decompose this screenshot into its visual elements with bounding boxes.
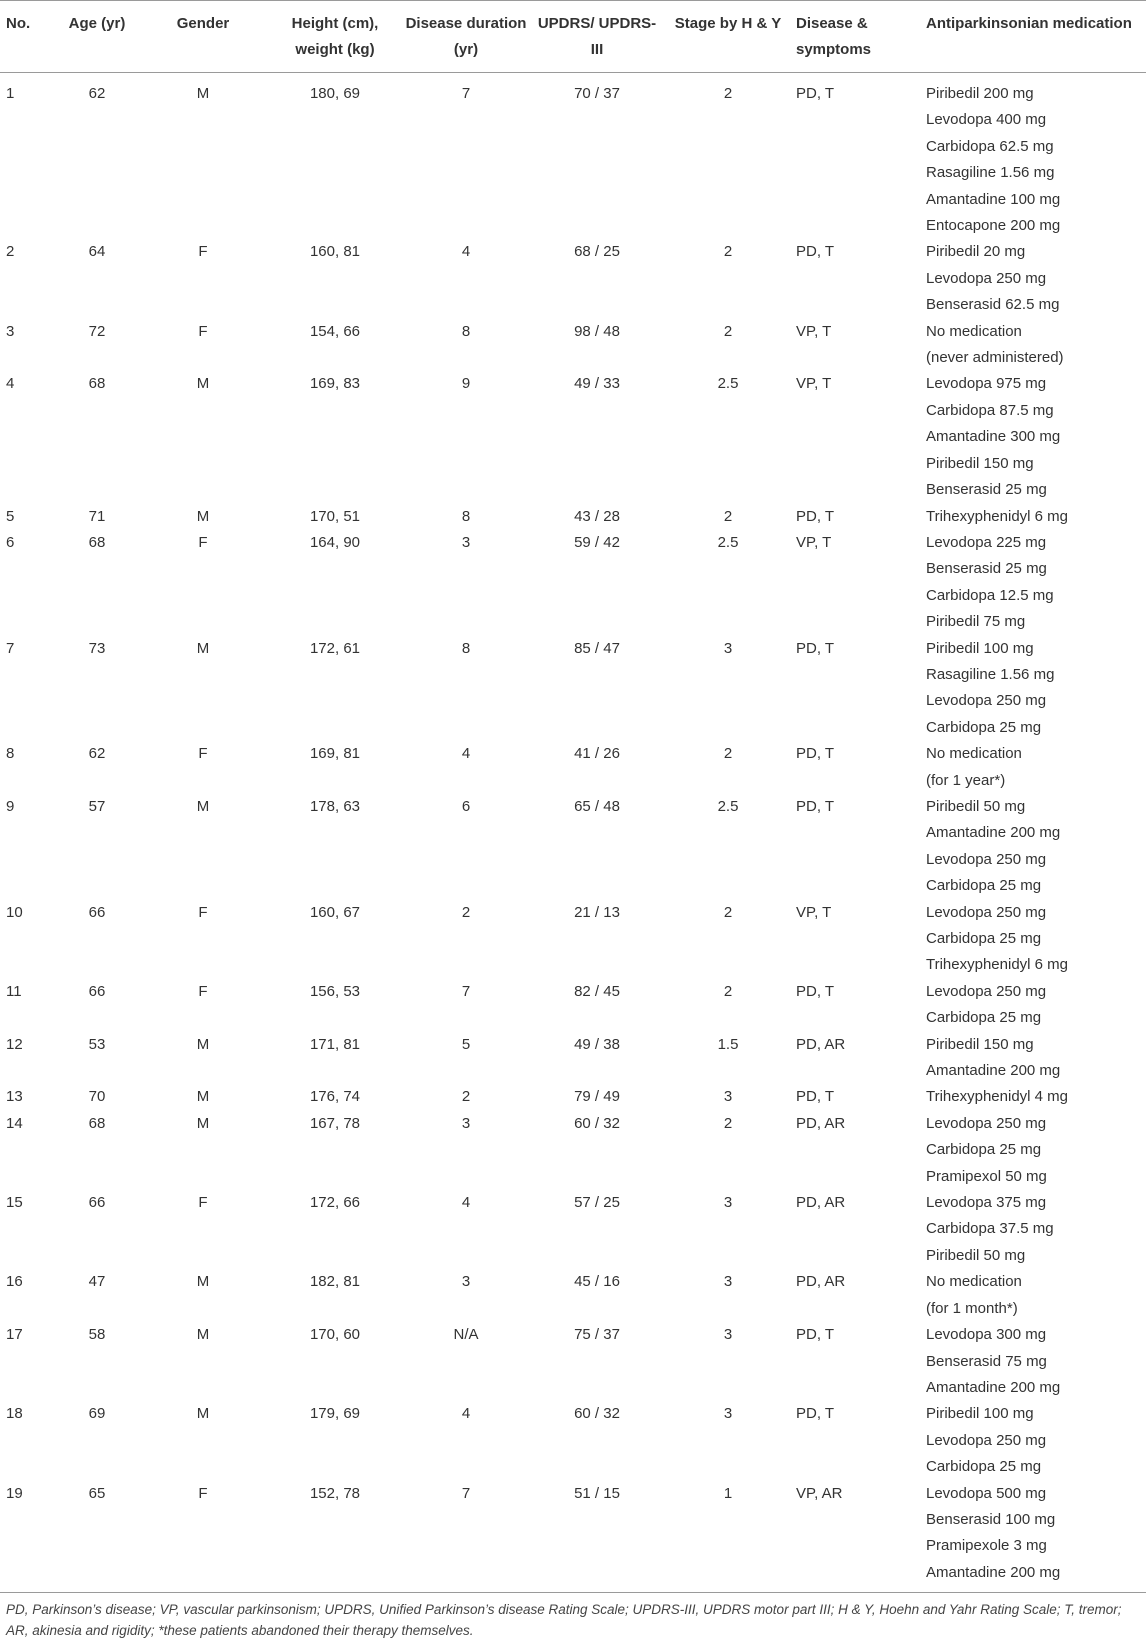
cell-medication: [926, 741, 1146, 794]
cell-no: 15: [6, 1194, 23, 1212]
medication-item: Levodopa 225 mg: [926, 533, 1047, 551]
cell-disease-symptoms: PD, T: [796, 243, 835, 261]
cell-medication: [926, 1111, 1146, 1190]
medication-item: Levodopa 250 mg: [926, 1114, 1047, 1132]
cell-disease-symptoms: PD, T: [796, 507, 835, 525]
medication-item: Carbidopa 25 mg: [926, 1141, 1042, 1159]
medication-item: Benserasid 25 mg: [926, 560, 1047, 578]
medication-item: Carbidopa 25 mg: [926, 718, 1042, 736]
cell-height-weight: 167, 78: [309, 1114, 361, 1132]
cell-medication: [926, 900, 1146, 979]
cell-medication: [926, 1322, 1146, 1401]
cell-no: 13: [6, 1088, 23, 1106]
cell-medication: [926, 530, 1146, 636]
cell-stage: 3: [723, 1326, 733, 1344]
medication-item: Levodopa 250 mg: [926, 269, 1047, 287]
cell-age: 66: [88, 982, 106, 1000]
header-stage: Stage by H & Y: [660, 1, 796, 73]
table-body: [0, 73, 1146, 1593]
cell-height-weight: 169, 83: [309, 375, 361, 393]
cell-age: 73: [88, 639, 106, 657]
table-footnote: PD, Parkinson’s disease; VP, vascular parkinsonism; UPDRS, Unified Parkinson’s disease Rating Scale; UPDRS-III, UPDRS motor part III; H & Y, Hoehn and Yahr Rating Scale; T, tremor; AR, akinesia and rigidity; *these patients abandoned their therapy themselves.: [0, 1593, 1146, 1642]
cell-disease-duration: 4: [461, 745, 471, 763]
cell-disease-symptoms: VP, T: [796, 375, 832, 393]
cell-no: 4: [6, 375, 15, 393]
cell-medication: [926, 979, 1146, 1032]
cell-disease-duration: 8: [461, 322, 471, 340]
cell-no: 2: [6, 243, 15, 261]
cell-disease-duration: 6: [461, 797, 471, 815]
cell-disease-symptoms: PD, AR: [796, 1194, 846, 1212]
medication-item: Levodopa 300 mg: [926, 1326, 1047, 1344]
cell-updrs: 49 / 33: [574, 375, 620, 393]
cell-no: 7: [6, 639, 15, 657]
medication-item: Amantadine 300 mg: [926, 428, 1061, 446]
medication-item: No medication: [926, 1273, 1022, 1291]
medication-item: Piribedil 20 mg: [926, 243, 1026, 261]
medication-item: Carbidopa 12.5 mg: [926, 586, 1054, 604]
medication-item: Piribedil 50 mg: [926, 1246, 1026, 1264]
medication-item: Piribedil 100 mg: [926, 1405, 1034, 1423]
header-medication: Antiparkinsonian medication: [926, 1, 1146, 73]
cell-disease-symptoms: PD, T: [796, 1405, 835, 1423]
cell-height-weight: 154, 66: [309, 322, 361, 340]
cell-stage: 2: [723, 982, 733, 1000]
table-row: [0, 741, 1146, 794]
cell-stage: 1: [723, 1484, 733, 1502]
cell-disease-symptoms: VP, T: [796, 533, 832, 551]
medication-item: Carbidopa 87.5 mg: [926, 401, 1054, 419]
cell-height-weight: 170, 51: [309, 507, 361, 525]
medication-item: Levodopa 400 mg: [926, 111, 1047, 129]
cell-gender: F: [198, 322, 208, 340]
medication-item: (never administered): [926, 349, 1064, 367]
cell-no: 18: [6, 1405, 23, 1423]
cell-height-weight: 176, 74: [309, 1088, 361, 1106]
header-updrs: UPDRS/ UPDRS-III: [534, 1, 660, 73]
header-height-weight: Height (cm), weight (kg): [272, 1, 398, 73]
cell-updrs: 98 / 48: [574, 322, 620, 340]
cell-medication: [926, 1084, 1146, 1110]
cell-disease-duration: 7: [461, 85, 471, 102]
cell-disease-duration: 4: [461, 1194, 471, 1212]
cell-stage: 2.5: [717, 797, 739, 815]
cell-no: 5: [6, 507, 15, 525]
cell-no: 19: [6, 1484, 23, 1502]
cell-disease-symptoms: PD, T: [796, 745, 835, 763]
cell-age: 70: [88, 1088, 106, 1106]
medication-item: Trihexyphenidyl 6 mg: [926, 507, 1069, 525]
medication-item: Rasagiline 1.56 mg: [926, 164, 1055, 182]
cell-age: 66: [88, 903, 106, 921]
cell-disease-duration: 2: [461, 903, 471, 921]
cell-disease-duration: 3: [461, 1273, 471, 1291]
cell-stage: 3: [723, 639, 733, 657]
cell-gender: M: [196, 1405, 210, 1423]
medication-item: Amantadine 200 mg: [926, 1563, 1061, 1581]
cell-stage: 3: [723, 1194, 733, 1212]
table-row: [0, 1401, 1146, 1480]
table-row: [0, 979, 1146, 1032]
cell-no: 17: [6, 1326, 23, 1344]
header-disease-duration: Disease duration (yr): [398, 1, 534, 73]
cell-disease-symptoms: PD, AR: [796, 1114, 846, 1132]
medication-item: Carbidopa 25 mg: [926, 1458, 1042, 1476]
cell-updrs: 79 / 49: [574, 1088, 620, 1106]
medication-item: Trihexyphenidyl 6 mg: [926, 956, 1069, 974]
cell-gender: F: [198, 745, 208, 763]
cell-updrs: 41 / 26: [574, 745, 620, 763]
cell-gender: M: [196, 1326, 210, 1344]
cell-age: 64: [88, 243, 106, 261]
cell-height-weight: 179, 69: [309, 1405, 361, 1423]
cell-gender: M: [196, 639, 210, 657]
table-row: [0, 794, 1146, 900]
cell-disease-symptoms: PD, AR: [796, 1035, 846, 1053]
medication-item: Levodopa 250 mg: [926, 692, 1047, 710]
cell-disease-duration: 3: [461, 1114, 471, 1132]
cell-updrs: 60 / 32: [574, 1114, 620, 1132]
cell-medication: [926, 1032, 1146, 1085]
table-row: [0, 636, 1146, 742]
cell-gender: F: [198, 1194, 208, 1212]
cell-stage: 2.5: [717, 375, 739, 393]
cell-age: 68: [88, 375, 106, 393]
medication-item: Carbidopa 62.5 mg: [926, 137, 1054, 155]
cell-disease-duration: 2: [461, 1088, 471, 1106]
cell-gender: F: [198, 1484, 208, 1502]
cell-disease-symptoms: PD, T: [796, 85, 835, 102]
cell-disease-duration: 4: [461, 243, 471, 261]
cell-no: 12: [6, 1035, 23, 1053]
cell-updrs: 51 / 15: [574, 1484, 620, 1502]
medication-item: Levodopa 250 mg: [926, 982, 1047, 1000]
cell-no: 1: [6, 85, 15, 102]
cell-age: 66: [88, 1194, 106, 1212]
table-row: [0, 900, 1146, 979]
table-row: [0, 1322, 1146, 1401]
cell-gender: F: [198, 533, 208, 551]
cell-disease-symptoms: PD, T: [796, 982, 835, 1000]
cell-stage: 2: [723, 903, 733, 921]
cell-gender: M: [196, 797, 210, 815]
cell-updrs: 65 / 48: [574, 797, 620, 815]
table-row: [0, 1084, 1146, 1110]
cell-age: 68: [88, 1114, 106, 1132]
cell-updrs: 43 / 28: [574, 507, 620, 525]
cell-medication: [926, 504, 1146, 530]
header-age: Age (yr): [60, 1, 134, 73]
cell-age: 53: [88, 1035, 106, 1053]
cell-no: 11: [6, 982, 22, 1000]
medication-item: Piribedil 150 mg: [926, 454, 1034, 472]
cell-gender: M: [196, 507, 210, 525]
cell-stage: 2: [723, 1114, 733, 1132]
cell-stage: 2: [723, 322, 733, 340]
cell-disease-duration: 5: [461, 1035, 471, 1053]
medication-item: Benserasid 25 mg: [926, 481, 1047, 499]
cell-stage: 2.5: [717, 533, 739, 551]
cell-height-weight: 169, 81: [309, 745, 361, 763]
medication-item: Carbidopa 25 mg: [926, 1009, 1042, 1027]
cell-gender: M: [196, 1035, 210, 1053]
cell-disease-duration: 8: [461, 507, 471, 525]
cell-updrs: 82 / 45: [574, 982, 620, 1000]
cell-height-weight: 160, 81: [309, 243, 361, 261]
cell-updrs: 60 / 32: [574, 1405, 620, 1423]
cell-stage: 2: [723, 507, 733, 525]
cell-gender: M: [196, 1114, 210, 1132]
cell-age: 62: [88, 85, 106, 102]
table-row: [0, 530, 1146, 636]
cell-stage: 2: [723, 745, 733, 763]
cell-medication: [926, 1190, 1146, 1269]
cell-no: 14: [6, 1114, 23, 1132]
medication-item: Carbidopa 25 mg: [926, 930, 1042, 947]
cell-updrs: 57 / 25: [574, 1194, 620, 1212]
cell-gender: M: [196, 1088, 210, 1106]
cell-gender: M: [196, 375, 210, 393]
cell-height-weight: 171, 81: [309, 1035, 361, 1053]
medication-item: No medication: [926, 745, 1022, 763]
cell-updrs: 68 / 25: [574, 243, 620, 261]
cell-height-weight: 156, 53: [309, 982, 361, 1000]
cell-stage: 3: [723, 1273, 733, 1291]
cell-gender: M: [196, 1273, 210, 1291]
cell-disease-symptoms: PD, T: [796, 639, 835, 657]
table-row: [0, 1111, 1146, 1190]
cell-disease-duration: 7: [461, 982, 471, 1000]
medication-item: Pramipexole 3 mg: [926, 1537, 1047, 1555]
cell-medication: [926, 73, 1146, 240]
table-row: [0, 1269, 1146, 1322]
cell-stage: 3: [723, 1088, 733, 1106]
medication-item: Piribedil 50 mg: [926, 797, 1026, 815]
cell-age: 47: [88, 1273, 106, 1291]
medication-item: Benserasid 100 mg: [926, 1510, 1056, 1528]
cell-height-weight: 182, 81: [309, 1273, 361, 1291]
table-row: [0, 1032, 1146, 1085]
cell-no: 8: [6, 745, 15, 763]
cell-height-weight: 178, 63: [309, 797, 361, 815]
table-row: [0, 239, 1146, 318]
medication-item: Levodopa 250 mg: [926, 1431, 1047, 1449]
medication-item: Trihexyphenidyl 4 mg: [926, 1088, 1069, 1106]
cell-disease-duration: 8: [461, 639, 471, 657]
cell-medication: [926, 239, 1146, 318]
cell-no: 9: [6, 797, 15, 815]
cell-age: 71: [88, 507, 106, 525]
cell-no: 6: [6, 533, 15, 551]
table-footer: [0, 1593, 1146, 1642]
cell-height-weight: 152, 78: [309, 1484, 361, 1502]
medication-item: Amantadine 200 mg: [926, 1378, 1061, 1396]
medication-item: Carbidopa 25 mg: [926, 877, 1042, 895]
cell-no: 16: [6, 1273, 23, 1291]
cell-disease-symptoms: VP, AR: [796, 1484, 843, 1502]
medication-item: Piribedil 200 mg: [926, 85, 1034, 102]
cell-medication: [926, 371, 1146, 503]
cell-medication: [926, 1401, 1146, 1480]
medication-item: Piribedil 150 mg: [926, 1035, 1034, 1053]
cell-no: 3: [6, 322, 15, 340]
footnote-row: [0, 1593, 1146, 1642]
cell-disease-duration: 9: [461, 375, 471, 393]
table-row: [0, 319, 1146, 372]
cell-disease-duration: N/A: [453, 1326, 479, 1344]
cell-age: 68: [88, 533, 106, 551]
cell-medication: [926, 1481, 1146, 1593]
cell-height-weight: 172, 66: [309, 1194, 361, 1212]
medication-item: Benserasid 75 mg: [926, 1352, 1047, 1370]
cell-no: 10: [6, 903, 23, 921]
cell-age: 57: [88, 797, 106, 815]
cell-medication: [926, 636, 1146, 742]
cell-stage: 1.5: [717, 1035, 739, 1053]
cell-age: 58: [88, 1326, 106, 1344]
cell-medication: [926, 1269, 1146, 1322]
cell-age: 69: [88, 1405, 106, 1423]
medication-item: (for 1 month*): [926, 1299, 1018, 1317]
medication-item: Carbidopa 37.5 mg: [926, 1220, 1054, 1238]
cell-updrs: 75 / 37: [574, 1326, 620, 1344]
cell-stage: 3: [723, 1405, 733, 1423]
medication-item: Piribedil 75 mg: [926, 613, 1026, 631]
cell-updrs: 21 / 13: [574, 903, 620, 921]
cell-gender: F: [198, 982, 208, 1000]
cell-disease-duration: 3: [461, 533, 471, 551]
medication-item: Pramipexol 50 mg: [926, 1167, 1047, 1185]
cell-gender: M: [196, 85, 210, 102]
table-header: [0, 1, 1146, 73]
cell-disease-duration: 4: [461, 1405, 471, 1423]
header-row: [0, 1, 1146, 73]
table-row: [0, 73, 1146, 240]
medication-item: Entocapone 200 mg: [926, 217, 1061, 235]
medication-item: Benserasid 62.5 mg: [926, 296, 1060, 314]
cell-age: 72: [88, 322, 106, 340]
table-row: [0, 504, 1146, 530]
cell-disease-symptoms: PD, T: [796, 797, 835, 815]
cell-disease-symptoms: VP, T: [796, 903, 832, 921]
medication-item: Amantadine 100 mg: [926, 190, 1061, 208]
cell-height-weight: 172, 61: [309, 639, 361, 657]
cell-updrs: 85 / 47: [574, 639, 620, 657]
medication-item: Levodopa 975 mg: [926, 375, 1047, 393]
cell-disease-symptoms: PD, T: [796, 1326, 835, 1344]
medication-item: Levodopa 375 mg: [926, 1194, 1047, 1212]
cell-stage: 2: [723, 243, 733, 261]
table-row: [0, 1481, 1146, 1593]
cell-height-weight: 180, 69: [309, 85, 361, 102]
medication-item: Levodopa 500 mg: [926, 1484, 1047, 1502]
medication-item: Rasagiline 1.56 mg: [926, 665, 1055, 683]
medication-item: Levodopa 250 mg: [926, 850, 1047, 868]
table-row: [0, 371, 1146, 503]
header-disease-symptoms: Disease & symptoms: [796, 1, 926, 73]
header-no: No.: [0, 1, 60, 73]
cell-disease-duration: 7: [461, 1484, 471, 1502]
cell-height-weight: 170, 60: [309, 1326, 361, 1344]
cell-age: 62: [88, 745, 106, 763]
cell-gender: F: [198, 243, 208, 261]
cell-disease-symptoms: PD, T: [796, 1088, 835, 1106]
medication-item: Piribedil 100 mg: [926, 639, 1034, 657]
medication-item: Amantadine 200 mg: [926, 1062, 1061, 1080]
cell-disease-symptoms: PD, AR: [796, 1273, 846, 1291]
header-gender: Gender: [134, 1, 272, 73]
cell-updrs: 70 / 37: [574, 85, 620, 102]
medication-item: (for 1 year*): [926, 771, 1006, 789]
cell-height-weight: 160, 67: [309, 903, 361, 921]
cell-gender: F: [198, 903, 208, 921]
cell-disease-symptoms: VP, T: [796, 322, 832, 340]
cell-updrs: 49 / 38: [574, 1035, 620, 1053]
cell-stage: 2: [723, 85, 733, 102]
table-row: [0, 1190, 1146, 1269]
cell-height-weight: 164, 90: [309, 533, 361, 551]
medication-item: Levodopa 250 mg: [926, 903, 1047, 921]
cell-medication: [926, 319, 1146, 372]
cell-updrs: 59 / 42: [574, 533, 620, 551]
cell-medication: [926, 794, 1146, 900]
cell-age: 65: [88, 1484, 106, 1502]
cell-updrs: 45 / 16: [574, 1273, 620, 1291]
medication-item: No medication: [926, 322, 1022, 340]
medication-item: Amantadine 200 mg: [926, 824, 1061, 842]
